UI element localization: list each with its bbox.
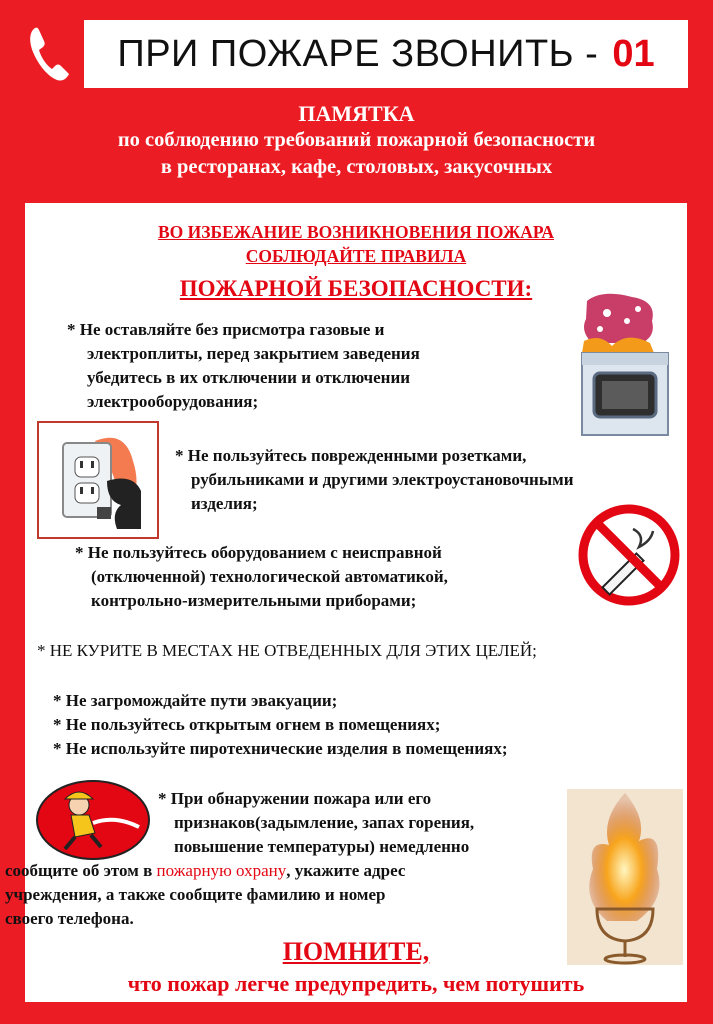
fire-detection-rule-top (158, 787, 474, 859)
detect-line: своего телефона. (5, 909, 134, 928)
socket-fire-icon (37, 421, 159, 539)
emergency-number: 01 (612, 32, 655, 75)
rules-list-item: * Не загромождайте пути эвакуации; (53, 691, 338, 710)
emergency-call-banner (84, 20, 688, 88)
rules-title-3: ПОЖАРНОЙ БЕЗОПАСНОСТИ: (179, 276, 533, 301)
phone-icon (27, 24, 71, 84)
call-text: ПРИ ПОЖАРЕ ЗВОНИТЬ - (117, 32, 599, 75)
detect-line (5, 859, 545, 883)
rule-automation-line: (отключенной) технологической автоматикой, (91, 567, 448, 586)
fire-detection-rule-bottom (5, 859, 545, 931)
fire-service-link: пожарную охрану (156, 861, 287, 880)
stove-icon (572, 291, 672, 439)
rule-automation-line: контрольно-измерительными приборами; (91, 591, 417, 610)
rule-sockets-line: * Не пользуйтесь поврежденными розетками, (175, 446, 527, 465)
rule-stoves-line: * Не оставляйте без присмотра газовые и (67, 320, 385, 339)
firefighter-icon (35, 779, 151, 861)
rule-sockets-line: изделия; (191, 494, 258, 513)
detect-line: повышение температуры) немедленно (174, 837, 470, 856)
rule-stoves-line: убедитесь в их отключении и отключении (87, 368, 411, 387)
memo-subtitle-2: в ресторанах, кафе, столовых, закусочных (160, 156, 553, 178)
detect-text: сообщите об этом в (5, 861, 157, 880)
content-panel (5, 203, 687, 1002)
no-smoking-icon (575, 501, 683, 609)
rules-title-2: СОБЛЮДАЙТЕ ПРАВИЛА (245, 246, 467, 266)
rules-list-item: * Не пользуйтесь открытым огнем в помещениях; (53, 715, 441, 734)
remember-title: ПОМНИТЕ, (282, 937, 430, 966)
rules-list-item: * Не используйте пиротехнические изделия в помещениях; (53, 739, 508, 758)
detect-line: признаков(задымление, запах горения, (174, 813, 475, 832)
rules-list (53, 689, 507, 761)
rules-title-1: ВО ИЗБЕЖАНИЕ ВОЗНИКНОВЕНИЯ ПОЖАРА (157, 222, 555, 242)
memo-title: ПАМЯТКА (298, 101, 415, 126)
rules-title (25, 220, 687, 268)
rule-stoves-line: электрооборудования; (87, 392, 259, 411)
memo-subtitle-1: по соблюдению требований пожарной безопасности (117, 129, 596, 151)
rule-automation-line: * Не пользуйтесь оборудованием с неисправной (75, 543, 442, 562)
slogan: что пожар легче предупредить, чем потушить (127, 971, 585, 996)
detect-line: * При обнаружении пожара или его (158, 789, 432, 808)
rule-stoves-line: электроплиты, перед закрытием заведения (87, 344, 420, 363)
detect-text: , укажите адрес (286, 861, 406, 880)
memo-header (0, 100, 713, 181)
rule-sockets-line: рубильниками и другими электроустановочными (191, 470, 574, 489)
rule-stoves (67, 318, 420, 414)
detect-line: учреждения, а также сообщите фамилию и номер (5, 885, 386, 904)
smoking-rule: * НЕ КУРИТЕ В МЕСТАХ НЕ ОТВЕДЕННЫХ ДЛЯ ЭТИХ ЦЕЛЕЙ; (37, 641, 537, 660)
rule-sockets (175, 444, 573, 516)
rule-automation (75, 541, 448, 613)
